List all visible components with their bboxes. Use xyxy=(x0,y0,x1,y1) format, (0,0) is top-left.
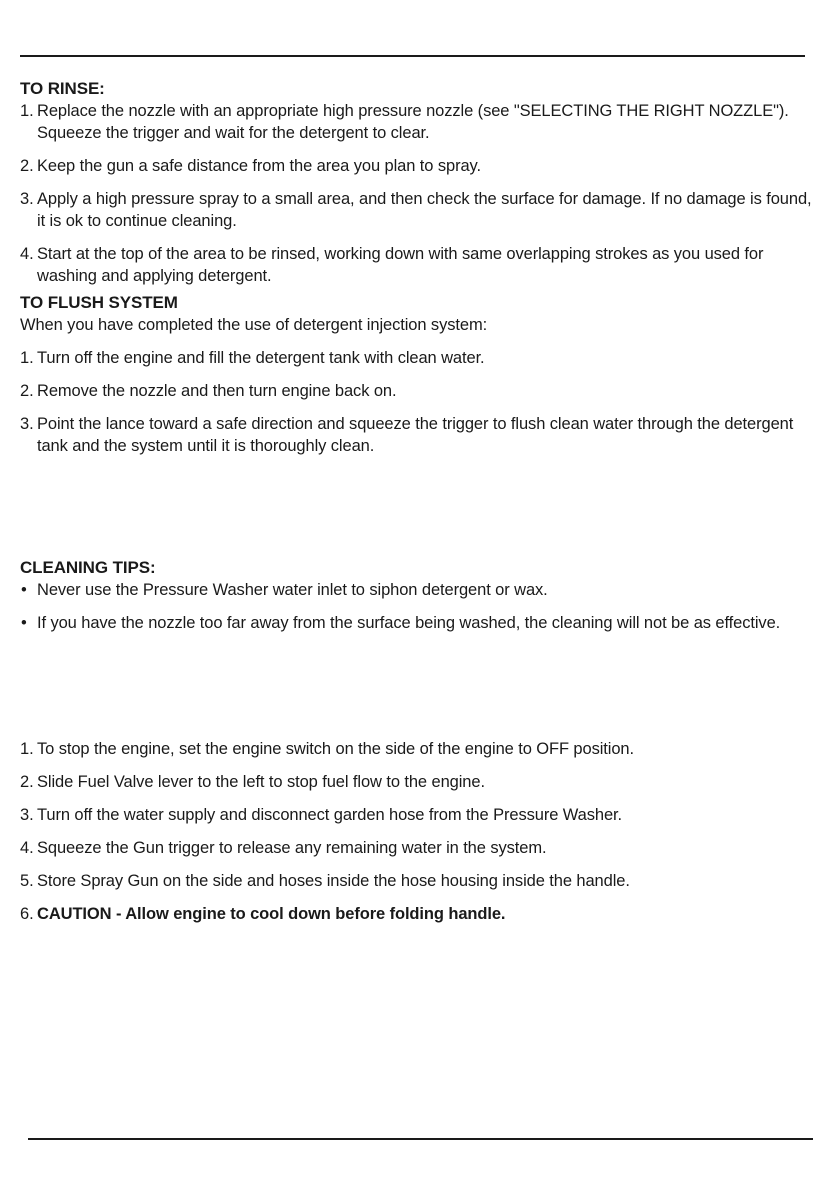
shutdown-item-number: 1. xyxy=(20,740,34,758)
shutdown-item-text: Squeeze the Gun trigger to release any remaining water in the system. xyxy=(37,839,547,857)
tips-item-2 xyxy=(20,612,820,634)
flush-heading: TO FLUSH SYSTEM xyxy=(20,293,178,312)
rinse-item-number: 1. xyxy=(20,102,34,120)
rinse-item-4 xyxy=(20,243,820,287)
top-rule xyxy=(20,55,805,57)
shutdown-item-text: Slide Fuel Valve lever to the left to stop fuel flow to the engine. xyxy=(37,773,485,791)
flush-item-text: Remove the nozzle and then turn engine back on. xyxy=(37,382,397,400)
rinse-heading: TO RINSE: xyxy=(20,79,105,98)
flush-item-text: Turn off the engine and fill the detergent tank with clean water. xyxy=(37,349,485,367)
shutdown-item-number: 4. xyxy=(20,839,34,857)
shutdown-item-text: To stop the engine, set the engine switch on the side of the engine to OFF position. xyxy=(37,740,634,758)
rinse-item-1 xyxy=(20,100,820,144)
shutdown-item-number: 2. xyxy=(20,773,34,791)
rinse-item-text: Keep the gun a safe distance from the area you plan to spray. xyxy=(37,157,481,175)
shutdown-item-5 xyxy=(20,870,820,892)
shutdown-item-text: Turn off the water supply and disconnect garden hose from the Pressure Washer. xyxy=(37,806,622,824)
flush-intro: When you have completed the use of detergent injection system: xyxy=(20,316,488,334)
rinse-item-number: 4. xyxy=(20,245,34,263)
rinse-item-text: Apply a high pressure spray to a small area, and then check the surface for damage. If no damage is found, it is ok to continue cleaning. xyxy=(37,190,812,230)
rinse-item-text: Start at the top of the area to be rinsed, working down with same overlapping strokes as you used for washing and applying detergent. xyxy=(37,245,764,285)
tips-item-1 xyxy=(20,579,820,601)
shutdown-item-text: Store Spray Gun on the side and hoses inside the hose housing inside the handle. xyxy=(37,872,630,890)
flush-item-3 xyxy=(20,413,820,457)
shutdown-item-number: 3. xyxy=(20,806,34,824)
rinse-item-3 xyxy=(20,188,820,232)
rinse-item-number: 2. xyxy=(20,157,34,175)
caution-warning: CAUTION - Allow engine to cool down before folding handle. xyxy=(37,905,506,923)
flush-item-number: 3. xyxy=(20,415,34,433)
shutdown-item-4 xyxy=(20,837,820,859)
shutdown-item-1 xyxy=(20,738,820,760)
rinse-item-2 xyxy=(20,155,820,177)
page-content xyxy=(20,78,820,925)
flush-item-1 xyxy=(20,347,820,369)
shutdown-item-number: 5. xyxy=(20,872,34,890)
shutdown-item-6 xyxy=(20,903,820,925)
flush-item-number: 2. xyxy=(20,382,34,400)
rinse-item-number: 3. xyxy=(20,190,34,208)
tips-item-text: Never use the Pressure Washer water inlet to siphon detergent or wax. xyxy=(37,581,548,599)
bottom-rule xyxy=(28,1138,813,1140)
flush-item-2 xyxy=(20,380,820,402)
bullet-icon: • xyxy=(21,581,27,599)
bullet-icon: • xyxy=(21,614,27,632)
flush-item-text: Point the lance toward a safe direction and squeeze the trigger to flush clean water through the detergent tank and the system until it is thoroughly clean. xyxy=(37,415,794,455)
shutdown-item-2 xyxy=(20,771,820,793)
tips-item-text: If you have the nozzle too far away from the surface being washed, the cleaning will not be as effective. xyxy=(37,614,781,632)
flush-item-number: 1. xyxy=(20,349,34,367)
shutdown-item-number: 6. xyxy=(20,905,34,923)
shutdown-item-3 xyxy=(20,804,820,826)
rinse-item-text: Replace the nozzle with an appropriate high pressure nozzle (see "SELECTING THE RIGHT NOZZLE"). Squeeze the trigger and wait for the detergent to clear. xyxy=(37,102,789,142)
tips-heading: CLEANING TIPS: xyxy=(20,558,156,577)
